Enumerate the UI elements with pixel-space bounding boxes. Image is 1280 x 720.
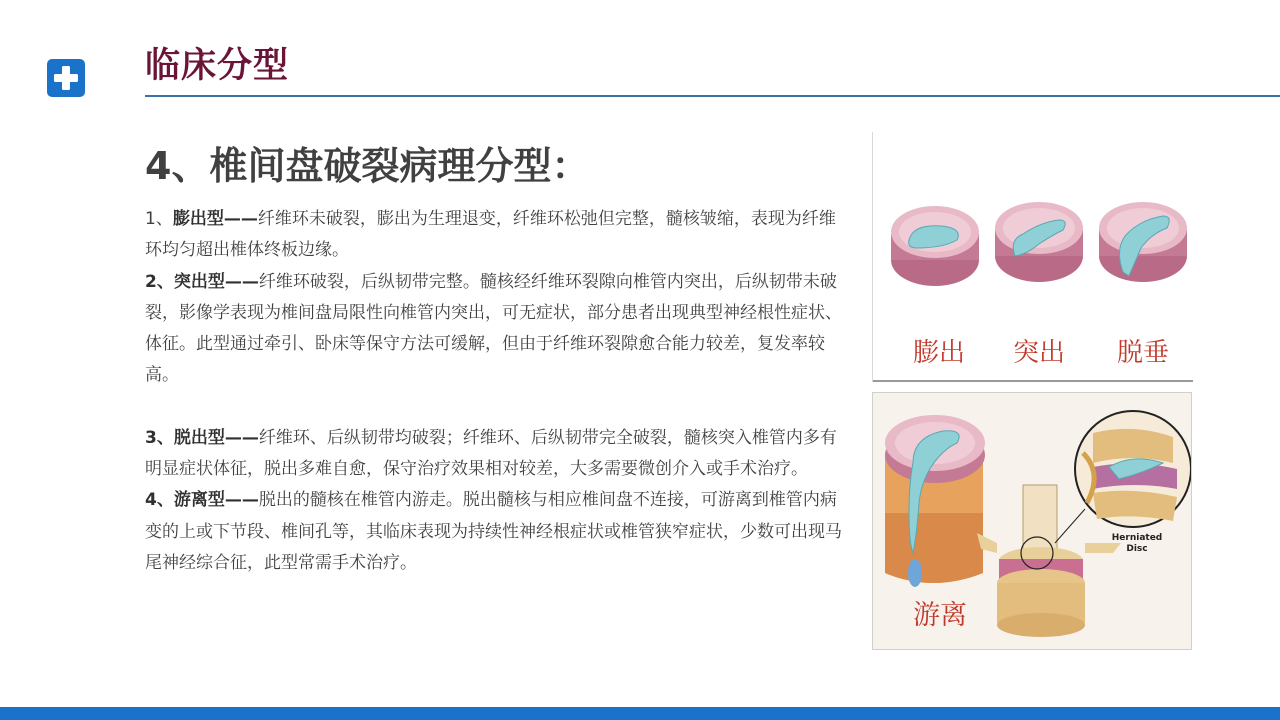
label-bulge: 膨出 [913,338,966,368]
figure-baseline [873,380,1193,382]
page-title: 临床分型 [145,46,290,86]
type-name-4: 游离型—— [173,490,259,511]
disc-bulge-illustration [891,206,979,286]
herniated-disc-label: Herniated Disc [1111,533,1163,554]
paragraph-spacer [145,392,845,423]
logo-badge [47,59,85,97]
type-name-3: 脱出型—— [173,427,259,448]
magnified-inset [1055,411,1191,543]
type-desc-1: 纤维环未破裂，膨出为生理退变，纤维环松弛但完整，髓核皱缩，表现为纤维环均匀超出椎体终板边缘。 [145,209,836,261]
type-paragraph-1: 1、膨出型——纤维环未破裂，膨出为生理退变，纤维环松弛但完整，髓核皱缩，表现为纤维环均匀超出椎体终板边缘。 [145,209,836,261]
type-paragraph-3: 3、脱出型——纤维环、后纵韧带均破裂；纤维环、后纵韧带完全破裂，髓核突入椎管内多有明显症状体征，脱出多难自愈，保守治疗效果相对较差，大多需要微创介入或手术治疗。 [145,427,837,480]
type-paragraph-4: 4、游离型——脱出的髓核在椎管内游走。脱出髓核与相应椎间盘不连接，可游离到椎管内病变的上或下节段、椎间孔等，其临床表现为持续性神经根症状或椎管狭窄症状，少数可出现马尾神经综合征，此型常需手术治疗。 [145,490,842,573]
classification-text [145,204,845,579]
disc-protrusion-illustration [995,202,1083,282]
sequestrated-disc [885,415,985,587]
section-title: 4、椎间盘破裂病理分型： [145,144,590,188]
type-name-1: 膨出型—— [172,209,258,229]
header-divider [145,95,1280,97]
type-desc-2: 纤维环破裂，后纵韧带完整。髓核经纤维环裂隙向椎管内突出，后纵韧带未破裂，影像学表现为椎间盘局限性向椎管内突出，可无症状，部分患者出现典型神经根性症状、体征。此型通过牵引、卧床等保守方法可缓解，但由于纤维环裂隙愈合能力较差，复发率较高。 [145,271,842,386]
plus-icon [47,59,85,97]
disc-types-figure [872,132,1193,382]
type-paragraph-2: 2、突出型——纤维环破裂，后纵韧带完整。髓核经纤维环裂隙向椎管内突出，后纵韧带未破裂，影像学表现为椎间盘局限性向椎管内突出，可无症状，部分患者出现典型神经根性症状、体征。此型通过牵引、卧床等保守方法可缓解，但由于纤维环裂隙愈合能力较差，复发率较高。 [145,271,842,386]
label-sequestration: 游离 [913,600,967,631]
disc-prolapse-illustration [1099,202,1187,282]
label-protrusion: 突出 [1013,338,1066,368]
type-desc-3: 纤维环、后纵韧带均破裂；纤维环、后纵韧带完全破裂，髓核突入椎管内多有明显症状体征，脱出多难自愈，保守治疗效果相对较差，大多需要微创介入或手术治疗。 [145,427,837,480]
type-desc-4: 脱出的髓核在椎管内游走。脱出髓核与相应椎间盘不连接，可游离到椎管内病变的上或下节段、椎间孔等，其临床表现为持续性神经根症状或椎管狭窄症状，少数可出现马尾神经综合征，此型常需手术治疗。 [145,490,842,573]
label-prolapse: 脱垂 [1117,338,1170,368]
footer-bar [0,707,1280,720]
type-name-2: 突出型—— [173,271,259,292]
sequestration-figure [872,392,1192,650]
